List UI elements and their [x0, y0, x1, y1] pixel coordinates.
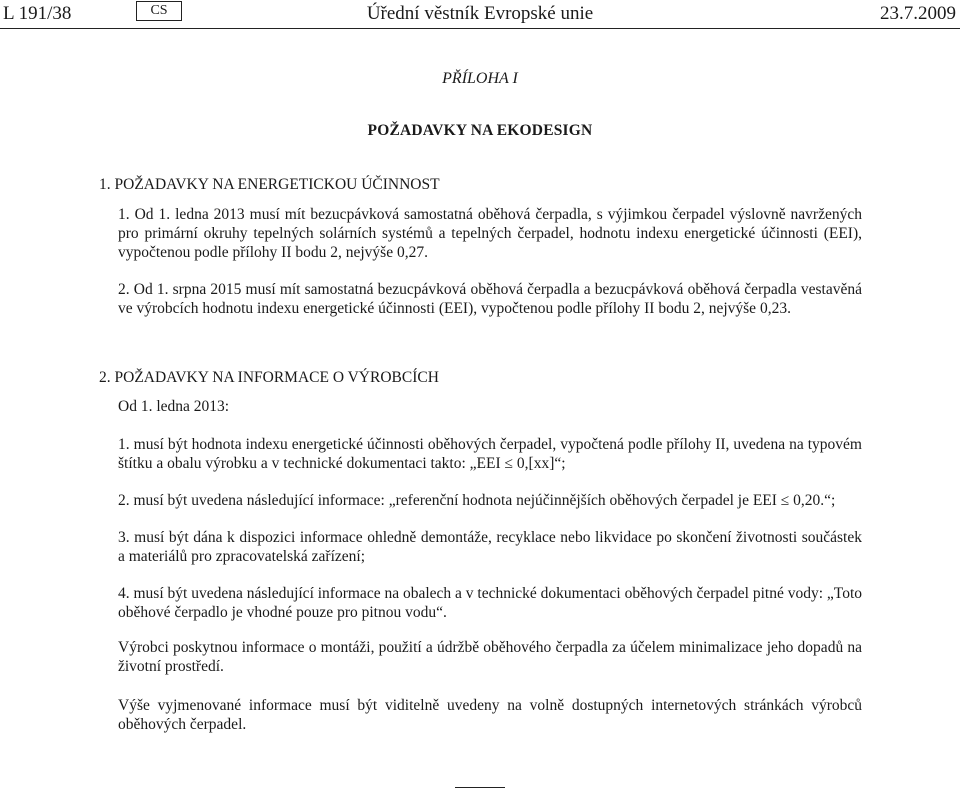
body-paragraph: Výrobci poskytnou informace o montáži, použití a údržbě oběhového čerpadla za účelem minimalizace jeho dopadů na životní prostředí. — [118, 639, 862, 675]
document-title: POŽADAVKY NA EKODESIGN — [367, 122, 593, 139]
section-intro: Od 1. ledna 2013: — [118, 398, 230, 415]
journal-reference: L 191/38 — [3, 3, 72, 24]
information-requirement-item: 4. musí být uvedena následující informace na obalech a v technické dokumentaci oběhových čerpadel pitné vody: „Toto oběhové čerpadlo je vhodné pouze pro pitnou vodu“. — [118, 585, 862, 621]
information-requirement-item: 1. musí být hodnota indexu energetické účinnosti oběhových čerpadel, vypočtená podle přílohy II, uvedena na typovém štítku a obalu výrobku a v technické dokumentaci takto: „EEI ≤ 0,[xx]“; — [118, 436, 862, 472]
section-heading-energy-efficiency: 1. POŽADAVKY NA ENERGETICKOU ÚČINNOST — [99, 176, 440, 193]
header-rule — [0, 28, 960, 29]
footer-rule — [455, 787, 505, 788]
language-badge: CS — [136, 1, 182, 21]
publication-date: 23.7.2009 — [880, 3, 956, 24]
energy-requirement-item: 1. Od 1. ledna 2013 musí mít bezucpávková samostatná oběhová čerpadla, s výjimkou čerpadel výslovně navržených pro primární okruhy tepelných solárních systémů a tepelných čerpadel, hodnotu indexu energetické účinnosti (EEI), vypočtenou podle přílohy II bodu 2, nejvýše 0,27. — [118, 206, 862, 261]
body-paragraph: Výše vyjmenované informace musí být viditelně uvedeny na volně dostupných internetových stránkách výrobců oběhových čerpadel. — [118, 697, 862, 733]
section-heading-product-information: 2. POŽADAVKY NA INFORMACE O VÝROBCÍCH — [99, 369, 439, 386]
information-requirement-item: 2. musí být uvedena následující informace: „referenční hodnota nejúčinnějších oběhových čerpadel je EEI ≤ 0,20.“; — [118, 492, 836, 509]
annex-label: PŘÍLOHA I — [442, 70, 518, 87]
information-requirement-item: 3. musí být dána k dispozici informace ohledně demontáže, recyklace nebo likvidace po skončení životnosti součástek a materiálů pro zpracovatelská zařízení; — [118, 529, 862, 565]
energy-requirement-item: 2. Od 1. srpna 2015 musí mít samostatná bezucpávková oběhová čerpadla a bezucpávková oběhová čerpadla vestavěná ve výrobcích hodnotu indexu energetické účinnosti (EEI), vypočtenou podle přílohy II bodu 2, nejvýše 0,23. — [118, 281, 862, 317]
page-header — [0, 0, 960, 28]
journal-title: Úřední věstník Evropské unie — [366, 3, 594, 24]
